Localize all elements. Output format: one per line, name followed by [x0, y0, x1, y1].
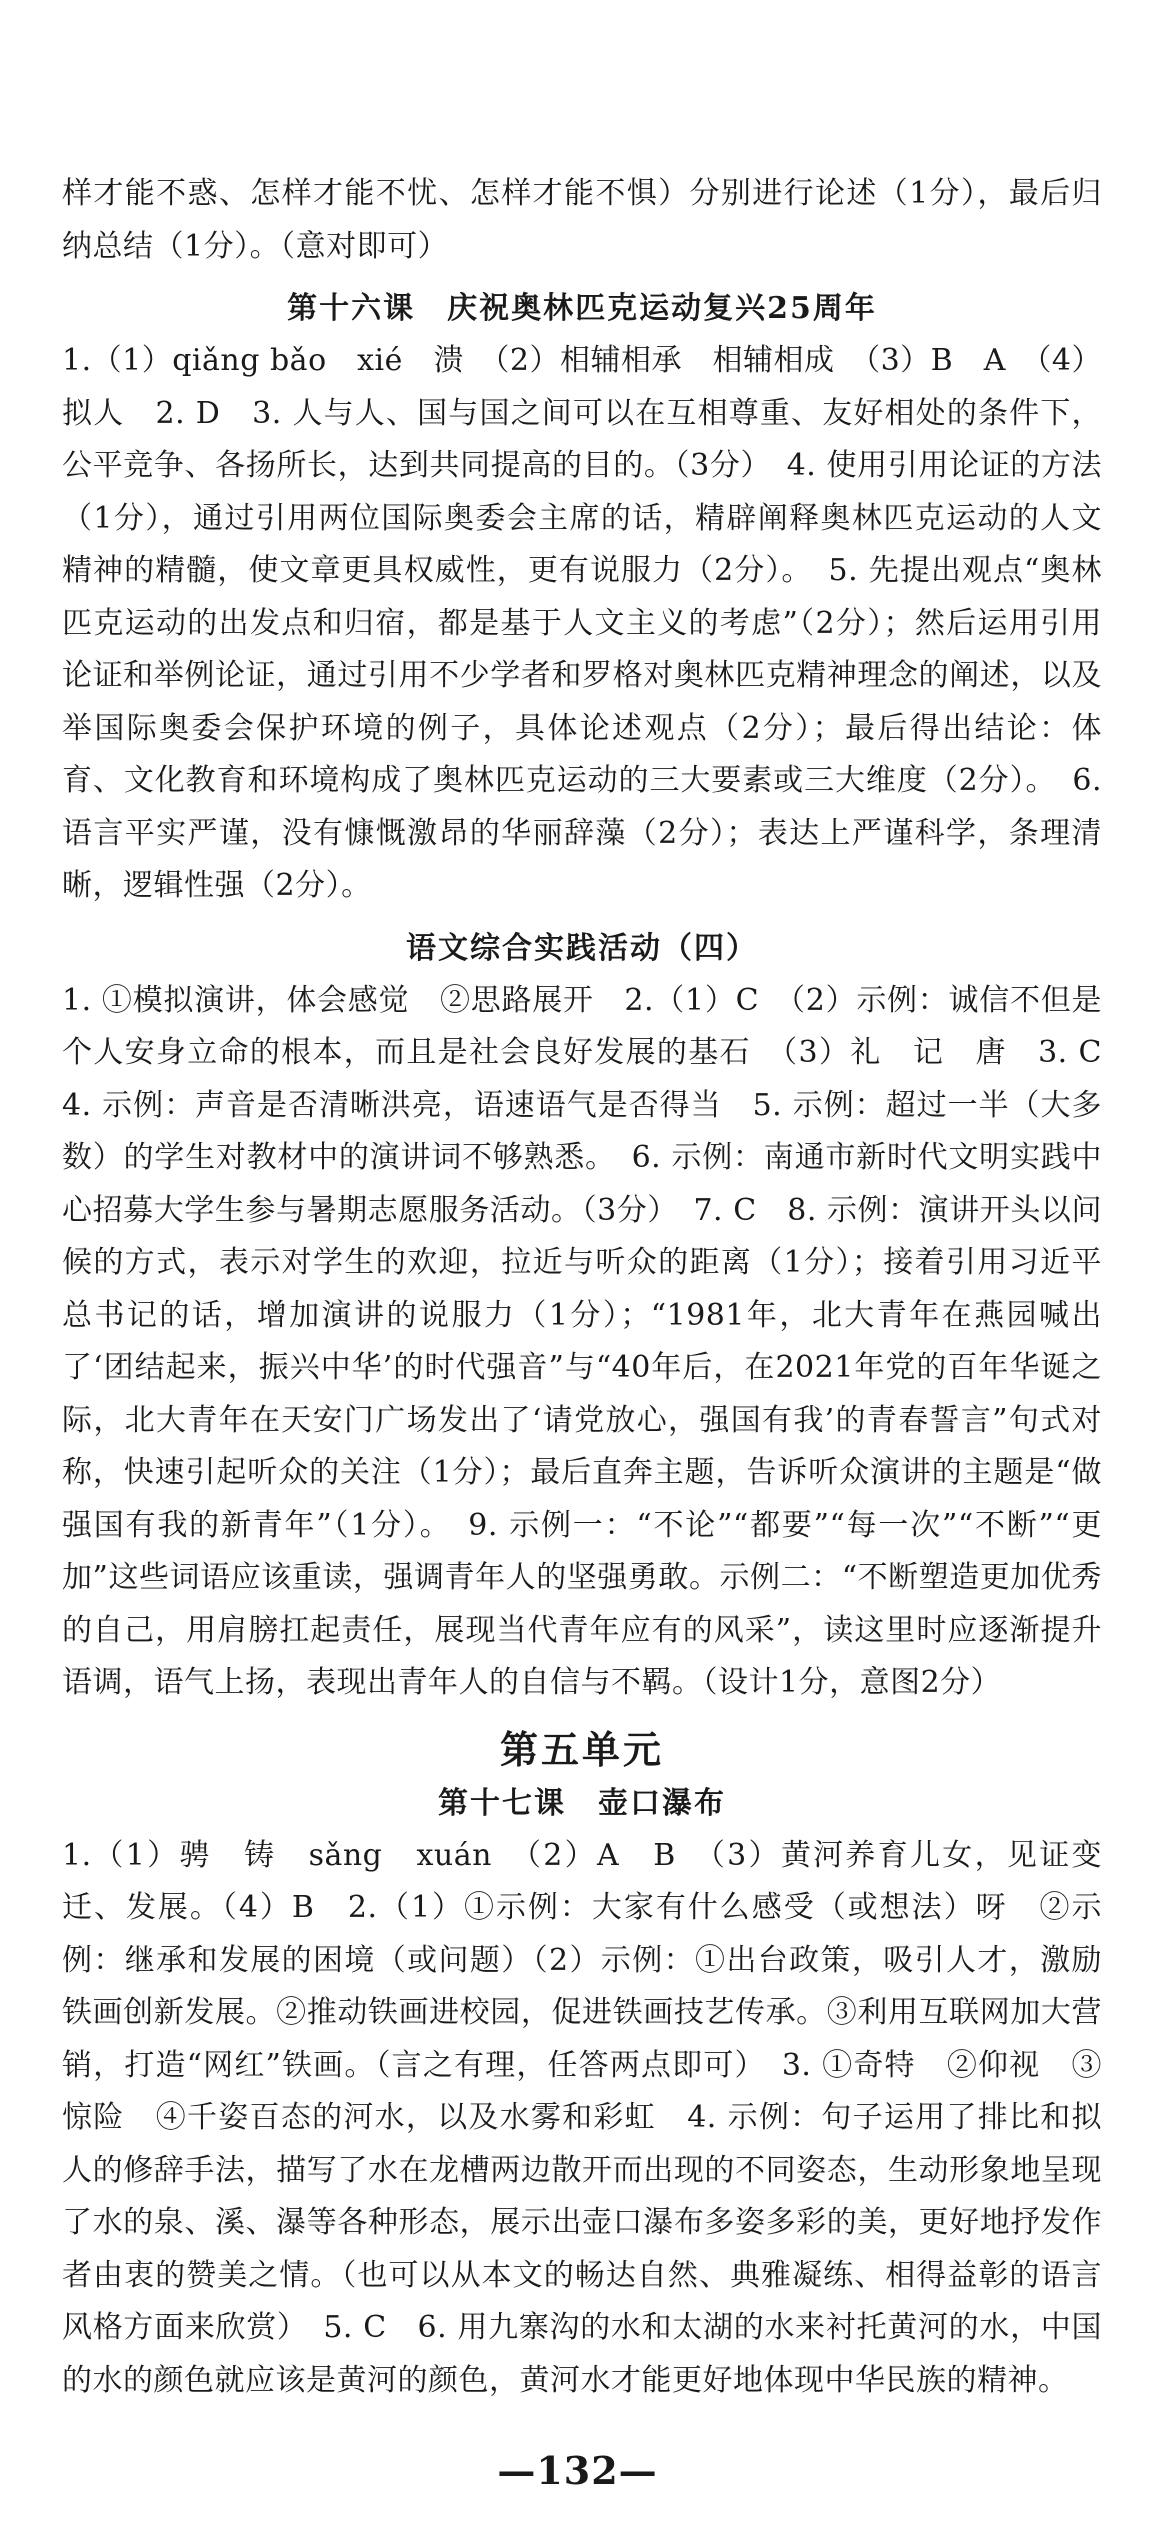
- top-paragraph: 样才能不惑、怎样才能不忧、怎样才能不惧）分别进行论述（1分），最后归纳总结（1分）。（意对即可）: [62, 176, 1102, 264]
- lesson-17-title: 第十七课 壶口瀑布: [438, 1785, 726, 1821]
- unit-5-title: 第五单元: [499, 1727, 664, 1772]
- lesson-16-answers: 1.（1）qiǎng bǎo xié 溃 （2）相辅相承 相辅相成 （3）B A （4）拟人 2. D 3. 人与人、国与国之间可以在互相尊重、友好相处的条件下，公平竞争、各扬所长，达到共同提高的目的。（3分） 4. 使用引用论证的方法（1分），通过引用两位国际奥委会主席的话，精辟阐释奥林匹克运动的人文精神的精髓，使文章更具权威性，更有说服力（2分）。 5. 先提出观点“奥林匹克运动的出发点和归宿，都是基于人文主义的考虑”（2分）；然后运用引用论证和举例论证，通过引用不少学者和罗格对奥林匹克精神理念的阐述，以及举国际奥委会保护环境的例子，具体论述观点（2分）；最后得出结论：体育、文化教育和环境构成了奥林匹克运动的三大要素或三大维度（2分）。 6. 语言平实严谨，没有慷慨激昂的华丽辞藻（2分）；表达上严谨科学，条理清晰，逻辑性强（2分）。: [62, 343, 1102, 903]
- lesson-17-answers: 1.（1）骋 铸 sǎng xuán （2）A B （3）黄河养育儿女，见证变迁、发展。（4）B 2.（1）①示例：大家有什么感受（或想法）呀 ②示例：继承和发展的困境（或问题）（2）示例：①出台政策，吸引人才，激励铁画创新发展。②推动铁画进校园，促进铁画技艺传承。③利用互联网加大营销，打造“网红”铁画。（言之有理，任答两点即可） 3. ①奇特 ②仰视 ③惊险 ④千姿百态的河水，以及水雾和彩虹 4. 示例：句子运用了排比和拟人的修辞手法，描写了水在龙槽两边散开而出现的不同姿态，生动形象地呈现了水的泉、溪、瀑等各种形态，展示出壶口瀑布多姿多彩的美，更好地抒发作者由衷的赞美之情。（也可以从本文的畅达自然、典雅凝练、相得益彰的语言风格方面来欣赏） 5. C 6. 用九寨沟的水和太湖的水来衬托黄河的水，中国的水的颜色就应该是黄河的颜色，黄河水才能更好地体现中华民族的精神。: [62, 1837, 1102, 2398]
- answer-page: [62, 168, 1133, 2407]
- practice-4-answers: 1. ①模拟演讲，体会感觉 ②思路展开 2.（1）C （2）示例：诚信不但是个人安身立命的根本，而且是社会良好发展的基石 （3）礼 记 唐 3. C 4. 示例：声音是否清晰洪亮，语速语气是否得当 5. 示例：超过一半（大多数）的学生对教材中的演讲词不够熟悉。 6. 示例：南通市新时代文明实践中心招募大学生参与暑期志愿服务活动。（3分） 7. C 8. 示例：演讲开头以问候的方式，表示对学生的欢迎，拉近与听众的距离（1分）；接着引用习近平总书记的话，增加演讲的说服力（1分）；“1981年，北大青年在燕园喊出了‘团结起来，振兴中华’的时代强音”与“40年后，在2021年党的百年华诞之际，北大青年在天安门广场发出了‘请党放心，强国有我’的青春誓言”句式对称，快速引起听众的关注（1分）；最后直奔主题，告诉听众演讲的主题是“做强国有我的新青年”（1分）。 9. 示例一：“不论”“都要”“每一次”“不断”“更加”这些词语应该重读，强调青年人的坚强勇敢。示例二：“不断塑造更加优秀的自己，用肩膀扛起责任，展现当代青年应有的风采”，读这里时应逐渐提升语调，语气上扬，表现出青年人的自信与不羁。（设计1分，意图2分）: [62, 982, 1133, 1700]
- practice-4-title: 语文综合实践活动（四）: [406, 930, 758, 966]
- page-number: —132—: [497, 2448, 658, 2493]
- lesson-16-title: 第十六课 庆祝奥林匹克运动复兴25周年: [287, 291, 877, 326]
